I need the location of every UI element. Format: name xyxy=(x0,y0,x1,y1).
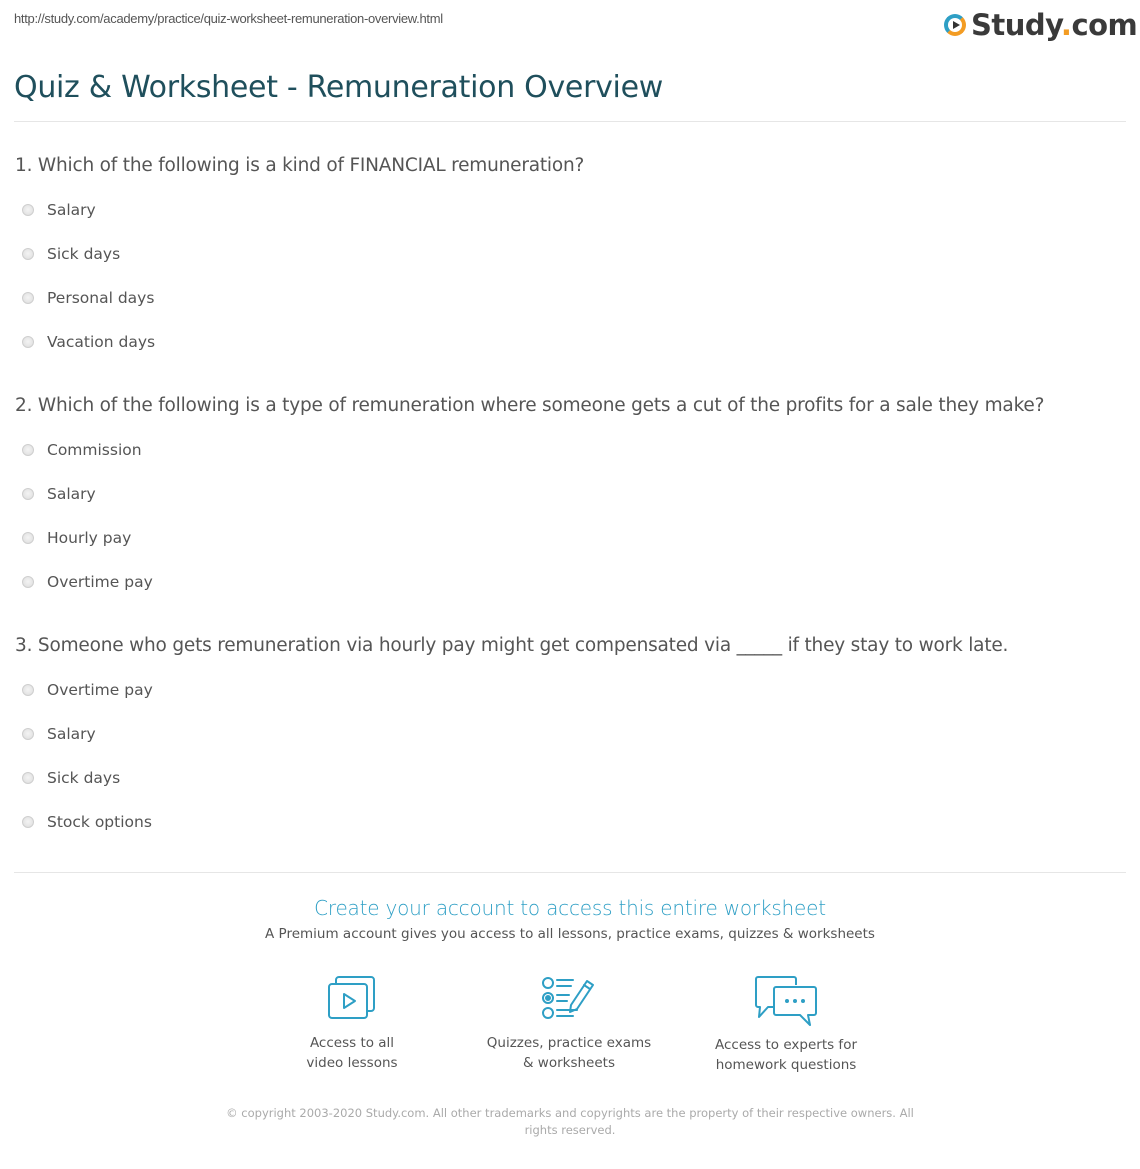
q1-option-2[interactable]: Sick days xyxy=(22,242,120,266)
cta-divider xyxy=(14,872,1126,873)
quiz-checklist-icon xyxy=(541,975,597,1021)
question-1: 1. Which of the following is a kind of FINANCIAL remuneration? xyxy=(15,155,585,176)
play-logo-icon xyxy=(944,14,966,36)
radio-button[interactable] xyxy=(22,576,34,588)
feature-experts: Access to experts for homework questions xyxy=(686,975,886,1075)
feature-quizzes: Quizzes, practice exams & worksheets xyxy=(469,975,669,1073)
video-lessons-icon xyxy=(326,975,378,1021)
q3-option-2[interactable]: Salary xyxy=(22,722,96,746)
q1-option-1[interactable]: Salary xyxy=(22,198,96,222)
radio-button[interactable] xyxy=(22,336,34,348)
question-3: 3. Someone who gets remuneration via hourly pay might get compensated via _____ if they stay to work late. xyxy=(15,635,1009,656)
cta-subtitle: A Premium account gives you access to all lessons, practice exams, quizzes & worksheets xyxy=(265,926,875,942)
radio-button[interactable] xyxy=(22,204,34,216)
copyright-notice: © copyright 2003-2020 Study.com. All other trademarks and copyrights are the property of their respective owners. All rights reserved. xyxy=(226,1106,914,1137)
radio-button[interactable] xyxy=(22,532,34,544)
page-title: Quiz & Worksheet - Remuneration Overview xyxy=(14,70,663,105)
q2-option-3[interactable]: Hourly pay xyxy=(22,526,131,550)
radio-button[interactable] xyxy=(22,728,34,740)
study-logo[interactable] xyxy=(944,8,1137,42)
create-account-link[interactable]: Create your account to access this entire worksheet xyxy=(314,896,826,920)
page-url: http://study.com/academy/practice/quiz-worksheet-remuneration-overview.html xyxy=(14,11,443,26)
q1-option-3[interactable]: Personal days xyxy=(22,286,154,310)
q3-option-3[interactable]: Sick days xyxy=(22,766,120,790)
q3-option-4[interactable]: Stock options xyxy=(22,810,152,834)
q1-option-4[interactable]: Vacation days xyxy=(22,330,155,354)
radio-button[interactable] xyxy=(22,248,34,260)
title-divider xyxy=(14,121,1126,122)
radio-button[interactable] xyxy=(22,816,34,828)
q2-option-2[interactable]: Salary xyxy=(22,482,96,506)
radio-button[interactable] xyxy=(22,292,34,304)
chat-bubbles-icon xyxy=(754,975,818,1027)
radio-button[interactable] xyxy=(22,444,34,456)
q2-option-4[interactable]: Overtime pay xyxy=(22,570,153,594)
radio-button[interactable] xyxy=(22,684,34,696)
radio-button[interactable] xyxy=(22,772,34,784)
feature-video-lessons: Access to all video lessons xyxy=(252,975,452,1073)
radio-button[interactable] xyxy=(22,488,34,500)
question-2: 2. Which of the following is a type of remuneration where someone gets a cut of the profits for a sale they make? xyxy=(15,395,1045,416)
q2-option-1[interactable]: Commission xyxy=(22,438,142,462)
logo-text: Study.com xyxy=(971,8,1138,42)
q3-option-1[interactable]: Overtime pay xyxy=(22,678,153,702)
